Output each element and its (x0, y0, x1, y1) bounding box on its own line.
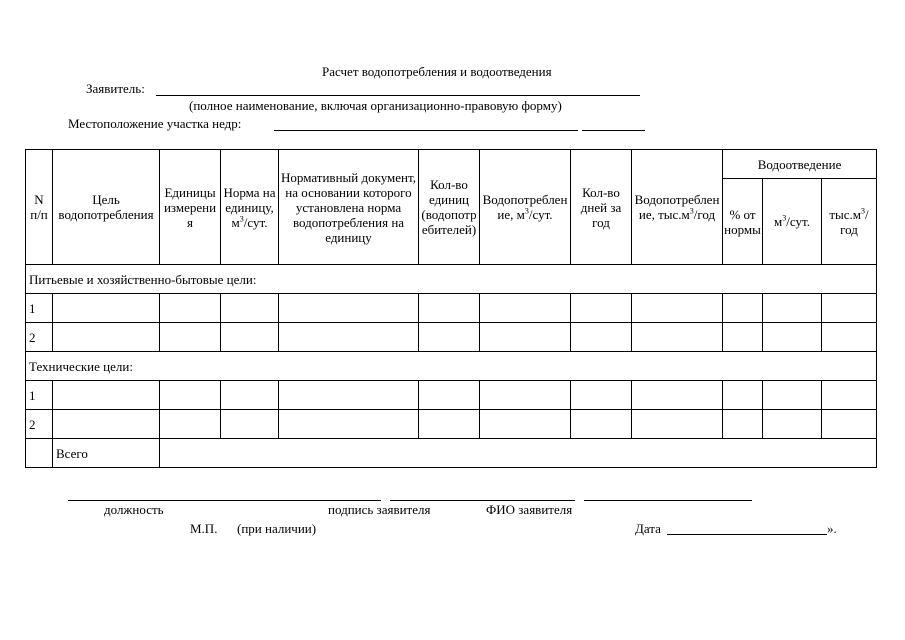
table-cell[interactable] (480, 410, 571, 439)
table-cell[interactable] (480, 381, 571, 410)
table-cell[interactable] (822, 410, 877, 439)
table-cell[interactable] (221, 323, 279, 352)
table-cell[interactable] (763, 410, 822, 439)
table-row (26, 323, 877, 352)
table-cell[interactable] (160, 294, 221, 323)
water-calculation-table (25, 149, 877, 468)
header-consumption-year: Водопотребление, $тыс.м^3$/год (632, 150, 723, 265)
fio-label: ФИО заявителя (486, 502, 573, 517)
location-field[interactable] (274, 130, 578, 131)
table-cell[interactable] (279, 294, 419, 323)
header-number (26, 150, 53, 265)
table-cell[interactable] (160, 381, 221, 410)
table-cell[interactable] (480, 294, 571, 323)
table-cell[interactable] (822, 294, 877, 323)
table-cell[interactable] (160, 323, 221, 352)
table-cell[interactable] (279, 323, 419, 352)
applicant-field[interactable] (156, 95, 640, 96)
stamp-label: М.П. (190, 521, 218, 536)
signature-label: подпись заявителя (328, 502, 431, 517)
table-cell[interactable] (571, 381, 632, 410)
total-row (26, 439, 877, 468)
table-cell[interactable] (822, 323, 877, 352)
section-drinking: Питьевые и хозяйственно-бытовые цели: (26, 265, 877, 294)
header-norm (221, 150, 279, 265)
location-field-extra[interactable] (582, 130, 645, 131)
row-number: 1 (26, 294, 53, 323)
total-number-cell (26, 439, 53, 468)
fio-field[interactable] (584, 500, 752, 501)
table-cell[interactable] (53, 294, 160, 323)
header-number-n: N (34, 192, 44, 207)
stamp-note: (при наличии) (237, 521, 317, 536)
applicant-hint: (полное наименование, включая организационно-правовую форму) (189, 98, 562, 113)
row-number: 1 (26, 381, 53, 410)
header-days-year: Кол-во дней за год (571, 150, 632, 265)
table-cell[interactable] (160, 410, 221, 439)
table-cell[interactable] (419, 294, 480, 323)
table-cell[interactable] (632, 381, 723, 410)
table-cell[interactable] (279, 381, 419, 410)
header-count-units: Кол-во единиц (водопотребителей) (419, 150, 480, 265)
signature-field[interactable] (390, 500, 575, 501)
table-cell[interactable] (419, 410, 480, 439)
date-field[interactable] (667, 534, 827, 535)
header-disposal-percent: % от нормы (723, 179, 763, 265)
table-cell[interactable] (632, 294, 723, 323)
total-empty-area (160, 439, 877, 468)
header-disposal-year: $тыс.м^3$/год (822, 179, 877, 265)
row-number: 2 (26, 323, 53, 352)
header-disposal-group: Водоотведение (723, 150, 877, 179)
applicant-label: Заявитель: (86, 81, 145, 96)
document-title: Расчет водопотребления и водоотведения (322, 64, 552, 79)
table-cell[interactable] (53, 410, 160, 439)
table-row (26, 381, 877, 410)
date-suffix: ». (827, 521, 837, 536)
table-cell[interactable] (763, 294, 822, 323)
position-label: должность (104, 502, 164, 517)
header-norm-unit: $м^3$/сут. (231, 214, 268, 230)
table-cell[interactable] (723, 410, 763, 439)
header-units: Единицы измерения (160, 150, 221, 265)
table-cell[interactable] (632, 410, 723, 439)
table-cell[interactable] (571, 410, 632, 439)
table-cell[interactable] (822, 381, 877, 410)
table-cell[interactable] (763, 381, 822, 410)
table-cell[interactable] (53, 381, 160, 410)
date-label: Дата (635, 521, 661, 536)
table-cell[interactable] (480, 323, 571, 352)
header-number-pp: п/п (30, 207, 48, 222)
table-row (26, 294, 877, 323)
table-row (26, 410, 877, 439)
table-cell[interactable] (221, 294, 279, 323)
table-cell[interactable] (723, 294, 763, 323)
table-cell[interactable] (571, 294, 632, 323)
header-purpose: Цель водопотребления (53, 150, 160, 265)
table-cell[interactable] (571, 323, 632, 352)
header-normative-doc: Нормативный документ, на основании которого установлена норма водопотребления на единицу (279, 150, 419, 265)
header-consumption-day: Водопотребление, $м^3$/сут. (480, 150, 571, 265)
table-cell[interactable] (419, 323, 480, 352)
section-technical: Технические цели: (26, 352, 877, 381)
table-cell[interactable] (221, 410, 279, 439)
table-cell[interactable] (632, 323, 723, 352)
table-cell[interactable] (221, 381, 279, 410)
position-field[interactable] (68, 500, 381, 501)
table-cell[interactable] (53, 323, 160, 352)
location-label: Местоположение участка недр: (68, 116, 242, 131)
table-cell[interactable] (723, 381, 763, 410)
table-cell[interactable] (419, 381, 480, 410)
row-number: 2 (26, 410, 53, 439)
header-norm-text: Норма на единицу, (223, 184, 276, 215)
table-cell[interactable] (279, 410, 419, 439)
table-cell[interactable] (723, 323, 763, 352)
total-label: Всего (53, 439, 160, 468)
table-cell[interactable] (763, 323, 822, 352)
header-disposal-day: $м^3$/сут. (763, 179, 822, 265)
